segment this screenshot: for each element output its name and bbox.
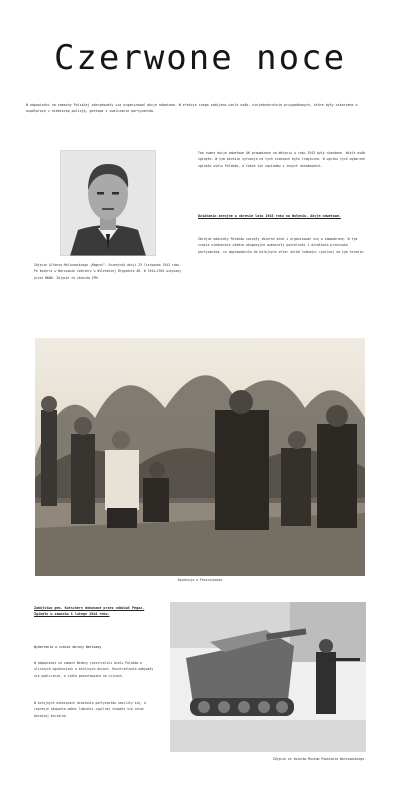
bottom-section-heading: Zabójstwo gen. Kutschery dokonane przez oddział Pegaz. Zginęło w zamachu 1 lutego 1944 roku. [34, 606, 145, 617]
side-intro-paragraph: Tak zwane akcje odwetowe AK prowadzone na Wołyniu w roku 1943 były nieudane. Wiele osób zginęło. W tym okresie sytuacja na tych ziemiach była tragiczna. W wyniku tych wydarzeń zginęło wielu Polaków, a także ich sąsiadów z innych narodowości. [198, 151, 365, 168]
bottom-subheading: Wydarzenia w czasie obrony Warszawy [34, 645, 102, 649]
side-section-heading: Działania zbrojne w okresie lata 1943 roku na Wołyniu. Akcje odwetowe. [198, 214, 341, 218]
bottom-body-paragraph-2: W kolejnych miesiącach działania partyzantów nasiliły się, a represje okupanta wobec ludności cywilnej stawały się coraz bardziej brutalne. [34, 701, 146, 718]
page-title: Czerwone noce [53, 38, 347, 78]
execution-photo [35, 338, 365, 576]
side-body-paragraph: Zbrojne oddziały Polaków zaczęły zbierać broń i organizować się w samoobronę. W tym czasie niemieckie władze okupacyjne wzmocniły posterunki i działania przeciwko partyzantom, co doprowadziło do kolejnych ofiar wśród ludności cywilnej na tym terenie. [198, 237, 365, 254]
portrait-photo [60, 150, 156, 256]
bottom-body-paragraph: W odpowiedzi na zamach Niemcy rozstrzelali wielu Polaków w ulicznych egzekucjach w kolejnych dniach. Rozstrzelania odbywały się publicznie, a ciała pozostawiano na ulicach. [34, 661, 154, 678]
execution-caption: Egzekucja w Puszczykowie [177, 578, 223, 582]
lead-paragraph: W odpowiedzi na zamachy Polskiej zdecydowały się organizować akcje odwetowe. W efekcie czego zabijano wiele osób, niejednokrotnie przypadkowych, które były oskarżane o współpracę z niemiecką policją, gestapo i zwalczanie partyzantów. [26, 103, 358, 114]
tank-caption: Zdjęcie ze zbiorów Muzeum Powstania Warszawskiego. [272, 757, 366, 761]
tank-photo [170, 602, 366, 752]
portrait-caption: Zdjęcie Alfonsa Malinowskiego „Magnus”. Uczestnik akcji 23 listopada 1943 roku. Po śmierci w Warszawie żołnierz w Wileńskiej Brygadzie AK. W 1944–1945 więziony przez NKWD. Zdjęcie ze zbiorów IPN. [34, 263, 182, 280]
